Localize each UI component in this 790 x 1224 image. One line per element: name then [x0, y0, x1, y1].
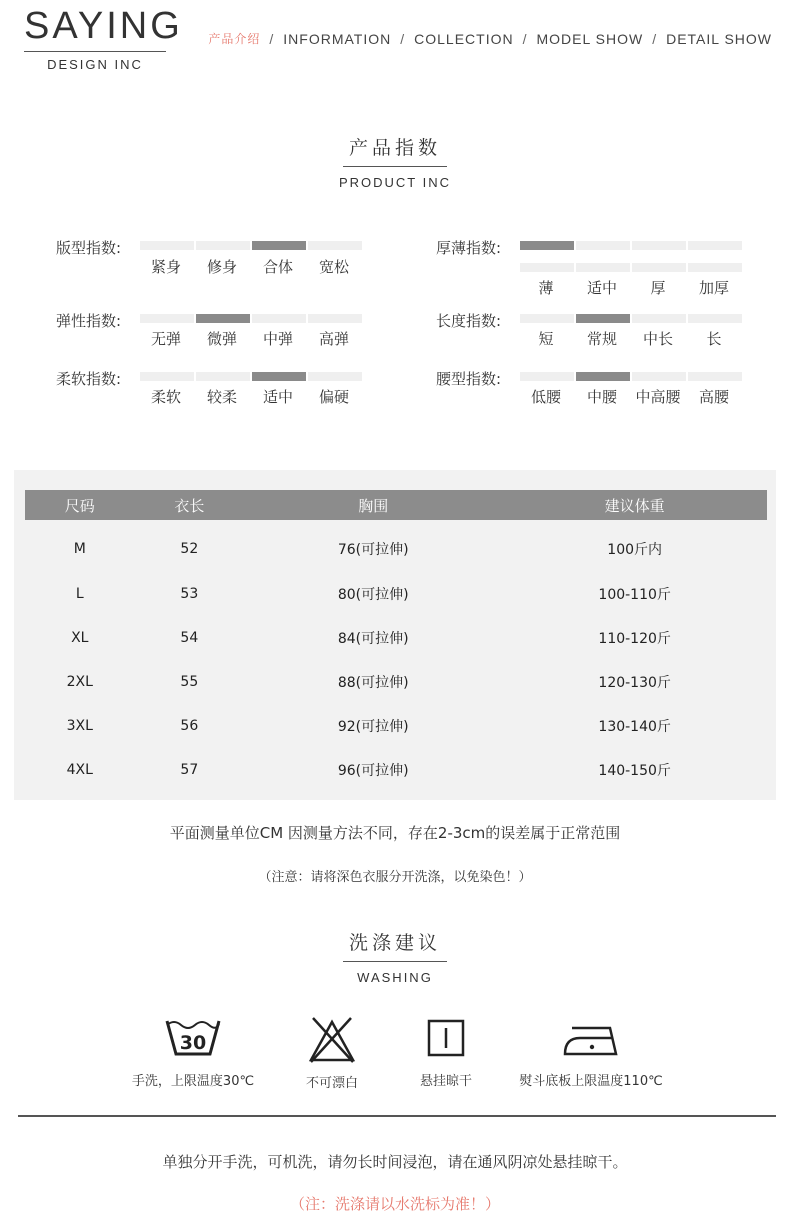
header-chest: 胸围	[244, 490, 502, 520]
cell-size: L	[75, 586, 84, 602]
iron-110-icon	[562, 1020, 620, 1058]
footer-divider	[18, 1115, 776, 1117]
caution-note: （注意：请将深色衣服分开洗涤，以免染色！）	[258, 870, 532, 885]
index-option: 高弹	[318, 330, 349, 348]
index-option: 低腰	[530, 388, 561, 406]
nav-item-model-show[interactable]: MODEL SHOW	[536, 30, 644, 47]
index-option: 中腰	[586, 388, 617, 406]
index-bar	[196, 241, 250, 250]
index-bar	[688, 314, 742, 323]
size-table-row	[25, 704, 767, 748]
cell-chest: 80(可拉伸)	[337, 587, 409, 603]
index-option: 常规	[586, 330, 617, 348]
size-table-header-row	[25, 490, 767, 520]
index-options	[518, 277, 742, 298]
index-bar	[576, 241, 630, 250]
index-bar	[632, 241, 686, 250]
nav-separator: /	[652, 30, 658, 47]
index-bar	[308, 372, 362, 381]
index-option: 偏硬	[318, 388, 349, 406]
washing-section-heading	[0, 928, 790, 985]
index-label: 柔软指数:	[56, 370, 122, 388]
product-section-heading	[0, 133, 790, 190]
index-bar	[140, 372, 194, 381]
index-bar-selected	[196, 314, 250, 323]
index-label: 弹性指数:	[56, 312, 122, 330]
cell-length: 53	[180, 586, 199, 602]
index-label: 长度指数:	[436, 312, 502, 330]
cell-length: 56	[180, 718, 199, 734]
index-bars	[140, 372, 364, 381]
index-option: 紧身	[150, 258, 181, 276]
cell-length: 54	[180, 630, 199, 646]
size-table-row	[25, 616, 767, 660]
cell-size: M	[73, 541, 86, 557]
cell-size: XL	[71, 630, 89, 646]
size-table-row	[25, 660, 767, 704]
index-option: 适中	[262, 388, 293, 406]
brand-logo	[24, 4, 183, 72]
index-bar	[520, 314, 574, 323]
index-option: 高腰	[698, 388, 729, 406]
index-options	[518, 328, 742, 349]
header-weight: 建议体重	[502, 490, 767, 520]
cell-chest: 84(可拉伸)	[337, 631, 409, 647]
top-nav	[208, 30, 772, 47]
header-size: 尺码	[25, 490, 135, 520]
index-option: 薄	[538, 279, 554, 297]
index-bar	[140, 241, 194, 250]
cell-size: 3XL	[66, 718, 93, 734]
washing-section-title: 洗涤建议	[343, 928, 447, 962]
index-bar-selected	[252, 241, 306, 250]
index-label: 厚薄指数:	[436, 239, 502, 257]
nav-item-information[interactable]: INFORMATION	[283, 30, 392, 47]
cell-length: 52	[180, 541, 199, 557]
product-section-subtitle: PRODUCT INC	[338, 175, 452, 190]
index-bar	[520, 372, 574, 381]
wash-label-note: （注：洗涤请以水洗标为准！）	[289, 1195, 500, 1213]
wash-label: 悬挂晾干	[419, 1074, 472, 1089]
index-options	[138, 256, 362, 277]
index-bar	[688, 241, 742, 250]
cell-weight: 110-120斤	[598, 631, 671, 647]
index-bar	[308, 314, 362, 323]
brand-subtitle: DESIGN INC	[47, 57, 143, 72]
cell-size: 2XL	[66, 674, 93, 690]
index-bars	[520, 241, 744, 250]
index-bars	[520, 314, 744, 323]
index-option: 长	[706, 330, 722, 348]
index-option: 中弹	[262, 330, 293, 348]
nav-item-collection[interactable]: COLLECTION	[414, 30, 514, 47]
nav-separator: /	[522, 30, 528, 47]
index-bar	[576, 263, 630, 272]
size-table-row	[25, 520, 767, 572]
index-label: 腰型指数:	[436, 370, 502, 388]
product-section-title: 产品指数	[343, 133, 447, 167]
cell-chest: 88(可拉伸)	[337, 675, 409, 691]
nav-item-detail-show[interactable]: DETAIL SHOW	[666, 30, 772, 47]
size-table	[25, 490, 767, 792]
index-bar	[688, 263, 742, 272]
index-option: 修身	[206, 258, 237, 276]
index-option: 中高腰	[635, 388, 681, 406]
index-bar-selected	[252, 372, 306, 381]
size-table-panel	[14, 470, 776, 800]
cell-weight: 100-110斤	[598, 587, 671, 603]
index-bars	[140, 241, 364, 250]
no-bleach-icon	[307, 1016, 357, 1064]
index-option: 适中	[586, 279, 617, 297]
index-option: 无弹	[150, 330, 181, 348]
index-bar	[308, 241, 362, 250]
index-option: 厚	[650, 279, 666, 297]
index-options	[138, 386, 362, 407]
index-bar	[196, 372, 250, 381]
index-bars	[140, 314, 364, 323]
index-bar-selected	[576, 314, 630, 323]
index-bar	[688, 372, 742, 381]
index-option: 较柔	[206, 388, 237, 406]
cell-chest: 96(可拉伸)	[337, 763, 409, 779]
index-option: 合体	[262, 258, 293, 276]
wash-item-no-bleach	[288, 1016, 376, 1091]
wash-item-hang-dry	[404, 1018, 488, 1089]
wash-label: 不可漂白	[305, 1076, 358, 1091]
index-bars	[520, 372, 744, 381]
index-bar	[632, 372, 686, 381]
cell-chest: 92(可拉伸)	[337, 719, 409, 735]
cell-length: 55	[180, 674, 199, 690]
wash-instruction: 单独分开手洗，可机洗，请勿长时间浸泡，请在通风阴凉处悬挂晾干。	[162, 1153, 628, 1171]
hand-wash-30-icon	[164, 1016, 222, 1060]
wash-label: 手洗，上限温度30℃	[131, 1074, 255, 1089]
cell-weight: 120-130斤	[598, 675, 671, 691]
measure-note: 平面测量单位CM 因测量方法不同，存在2-3cm的误差属于正常范围	[169, 824, 621, 842]
cell-size: 4XL	[66, 762, 93, 778]
size-table-row	[25, 748, 767, 792]
header-length: 衣长	[135, 490, 245, 520]
cell-chest: 76(可拉伸)	[337, 542, 409, 558]
wash-temp-text: 30	[179, 1032, 207, 1054]
wash-item-hand-wash	[112, 1016, 274, 1089]
index-bar	[252, 314, 306, 323]
index-bar-selected	[576, 372, 630, 381]
index-option: 短	[538, 330, 554, 348]
index-option: 加厚	[698, 279, 729, 297]
index-bar	[632, 314, 686, 323]
nav-separator: /	[400, 30, 406, 47]
index-bars-lower	[520, 263, 744, 272]
brand-name: SAYING	[24, 5, 183, 47]
cell-weight: 100斤内	[607, 542, 663, 558]
cell-weight: 140-150斤	[598, 763, 671, 779]
index-bar	[632, 263, 686, 272]
size-table-row	[25, 572, 767, 616]
index-label: 版型指数:	[56, 239, 122, 257]
index-options	[138, 328, 362, 349]
index-option: 柔软	[150, 388, 181, 406]
wash-item-iron	[508, 1020, 674, 1089]
wash-label: 熨斗底板上限温度110℃	[519, 1074, 663, 1089]
nav-item-product-intro[interactable]: 产品介绍	[208, 32, 261, 46]
washing-section-subtitle: WASHING	[357, 970, 433, 985]
cell-weight: 130-140斤	[598, 719, 671, 735]
brand-rule	[24, 51, 166, 52]
nav-separator: /	[269, 30, 275, 47]
hang-dry-icon	[426, 1018, 466, 1058]
index-bar-selected	[520, 241, 574, 250]
cell-length: 57	[180, 762, 199, 778]
index-option: 宽松	[318, 258, 349, 276]
index-bar	[140, 314, 194, 323]
index-option: 微弹	[206, 330, 237, 348]
index-options	[518, 386, 742, 407]
index-bar	[520, 263, 574, 272]
index-option: 中长	[642, 330, 673, 348]
